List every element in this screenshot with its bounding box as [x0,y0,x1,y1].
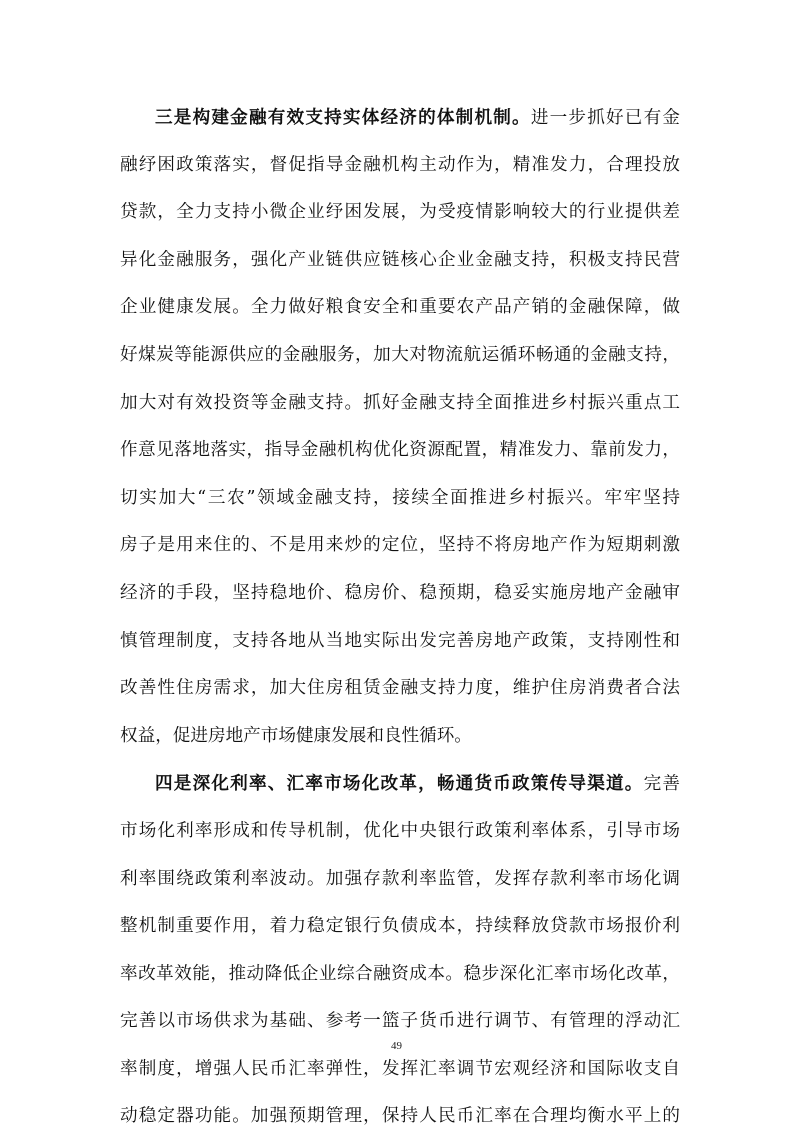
paragraph-2-line-1 [120,760,680,808]
paragraph-2-line-1-text: 完善 [643,774,680,795]
paragraph-2-line-6: 完善以市场供求为基础、参考一篮子货币进行调节、有管理的浮动汇 [120,1011,680,1032]
paragraph-2-line-8: 动稳定器功能。加强预期管理，保持人民币汇率在合理均衡水平上的 [120,1106,680,1127]
paragraph-2-line-2: 市场化利率形成和传导机制，优化中央银行政策利率体系，引导市场 [120,820,680,841]
paragraph-1-line-7: 加大对有效投资等金融支持。抓好金融支持全面推进乡村振兴重点工 [120,392,680,413]
paragraph-1-line-6: 好煤炭等能源供应的金融服务，加大对物流航运循环畅通的金融支持， [120,344,680,365]
paragraph-2-line-5: 率改革效能，推动降低企业综合融资成本。稳步深化汇率市场化改革， [120,963,680,984]
paragraph-1-line-1-text: 进一步抓好已有金 [530,108,680,128]
paragraph-1-line-12: 慎管理制度，支持各地从当地实际出发完善房地产政策，支持刚性和 [120,630,680,651]
page-number: 49 [391,1040,402,1052]
paragraph-2-line-4: 整机制重要作用，着力稳定银行负债成本，持续释放贷款市场报价利 [120,916,680,937]
paragraph-1-line-13: 改善性住房需求，加大住房租赁金融支持力度，维护住房消费者合法 [120,678,680,699]
paragraph-1-line-14: 权益，促进房地产市场健康发展和良性循环。 [120,725,472,746]
paragraph-1-line-9: 切实加大“三农”领域金融支持，接续全面推进乡村振兴。牢牢坚持 [120,487,680,508]
paragraph-1-line-10: 房子是用来住的、不是用来炒的定位，坚持不将房地产作为短期刺激 [120,535,680,556]
paragraph-1-line-1 [120,94,680,142]
paragraph-2-line-3: 利率围绕政策利率波动。加强存款利率监管，发挥存款利率市场化调 [120,868,680,889]
paragraph-1-line-2: 融纾困政策落实，督促指导金融机构主动作为，精准发力，合理投放 [120,154,680,175]
paragraph-1-line-4: 异化金融服务，强化产业链供应链核心企业金融支持，积极支持民营 [120,249,680,270]
paragraph-1-line-5: 企业健康发展。全力做好粮食安全和重要农产品产销的金融保障，做 [120,297,680,318]
body-text [120,94,680,1141]
paragraph-1-line-11: 经济的手段，坚持稳地价、稳房价、稳预期，稳妥实施房地产金融审 [120,582,680,603]
paragraph-2-heading: 四是深化利率、汇率市场化改革，畅通货币政策传导渠道。 [155,773,644,795]
paragraph-1-line-3: 贷款，全力支持小微企业纾困发展，为受疫情影响较大的行业提供差 [120,202,680,223]
paragraph-2-line-7: 率制度，增强人民币汇率弹性，发挥汇率调节宏观经济和国际收支自 [120,1058,680,1079]
paragraph-1-line-8: 作意见落地落实，指导金融机构优化资源配置，精准发力、靠前发力， [120,440,680,461]
paragraph-1-heading: 三是构建金融有效支持实体经济的体制机制。 [155,107,531,128]
